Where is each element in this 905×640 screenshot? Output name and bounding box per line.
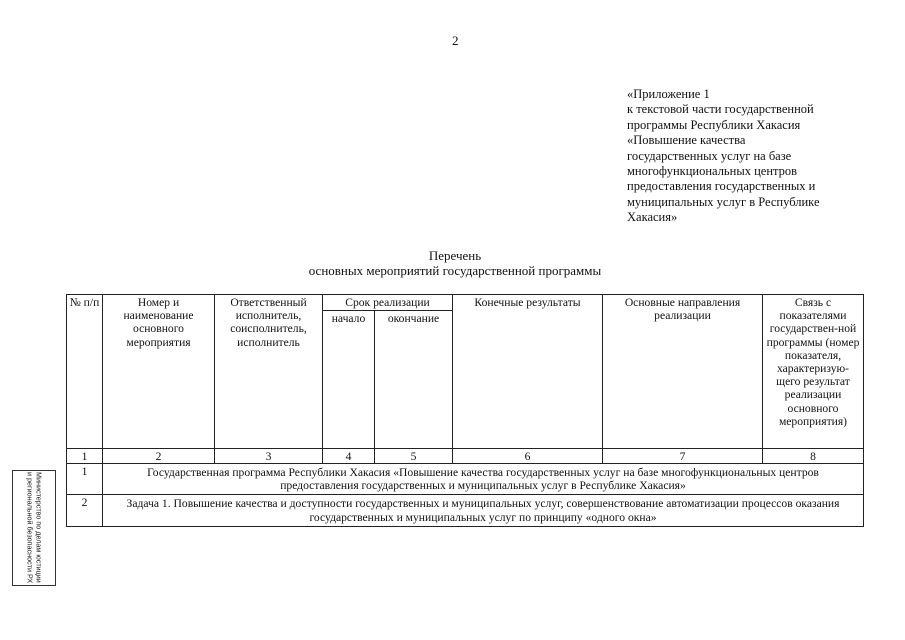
- column-number: 4: [323, 449, 375, 464]
- row-number: 1: [67, 464, 103, 495]
- header-implementation-period: Срок реализации: [323, 295, 453, 311]
- header-end: окончание: [375, 311, 453, 449]
- appendix-line: Хакасия»: [627, 210, 678, 225]
- header-start: начало: [323, 311, 375, 449]
- appendix-header: [627, 87, 867, 226]
- appendix-line: многофункциональных центров: [627, 164, 798, 179]
- header-measure-name: Номер и наименование основного мероприятия: [103, 295, 215, 449]
- appendix-line: «Повышение качества: [627, 133, 746, 148]
- page-number: 2: [452, 33, 459, 48]
- appendix-line: программы Республики Хакасия: [627, 117, 801, 132]
- column-number: 3: [215, 449, 323, 464]
- program-row-text: Государственная программа Республики Хакасия «Повышение качества государственных услуг на базе многофункциональных центров предоставления государственных и муниципальных услуг в Республике Хакасия»: [103, 464, 864, 495]
- registration-stamp: [12, 470, 56, 586]
- appendix-line: к текстовой части государственной: [627, 102, 814, 117]
- header-main-directions: Основные направления реализации: [603, 295, 763, 449]
- column-number: 6: [453, 449, 603, 464]
- table-row: [67, 464, 864, 495]
- header-number: № п/п: [67, 295, 103, 449]
- row-number: 2: [67, 495, 103, 526]
- task-row-text: Задача 1. Повышение качества и доступности государственных и муниципальных услуг, совершенствование автоматизации процессов оказания государственных и муниципальных услуг по принципу «одного окна»: [103, 495, 864, 526]
- header-final-results: Конечные результаты: [453, 295, 603, 449]
- column-number: 7: [603, 449, 763, 464]
- appendix-line: предоставления государственных и: [627, 179, 816, 194]
- column-number: 1: [67, 449, 103, 464]
- header-executor: Ответственный исполнитель, соисполнитель, исполнитель: [215, 295, 323, 449]
- appendix-line: муниципальных услуг в Республике: [627, 194, 820, 209]
- stamp-text: Министерство по делам юстиции и региональной безопасности РХ: [26, 472, 44, 584]
- column-number: 8: [763, 449, 864, 464]
- document-subtitle: основных мероприятий государственной программы: [308, 263, 602, 278]
- column-number: 2: [103, 449, 215, 464]
- column-number: 5: [375, 449, 453, 464]
- table-row: [67, 495, 864, 526]
- column-numbers-row: [67, 449, 864, 464]
- appendix-line: «Приложение 1: [627, 87, 710, 101]
- header-indicator-link: Связь с показателями государствен-ной программы (номер показателя, характеризую-щего результат реализации основного мероприятия): [763, 295, 864, 449]
- measures-table: [66, 294, 864, 527]
- document-title: Перечень: [428, 248, 482, 263]
- appendix-line: государственных услуг на базе: [627, 148, 792, 163]
